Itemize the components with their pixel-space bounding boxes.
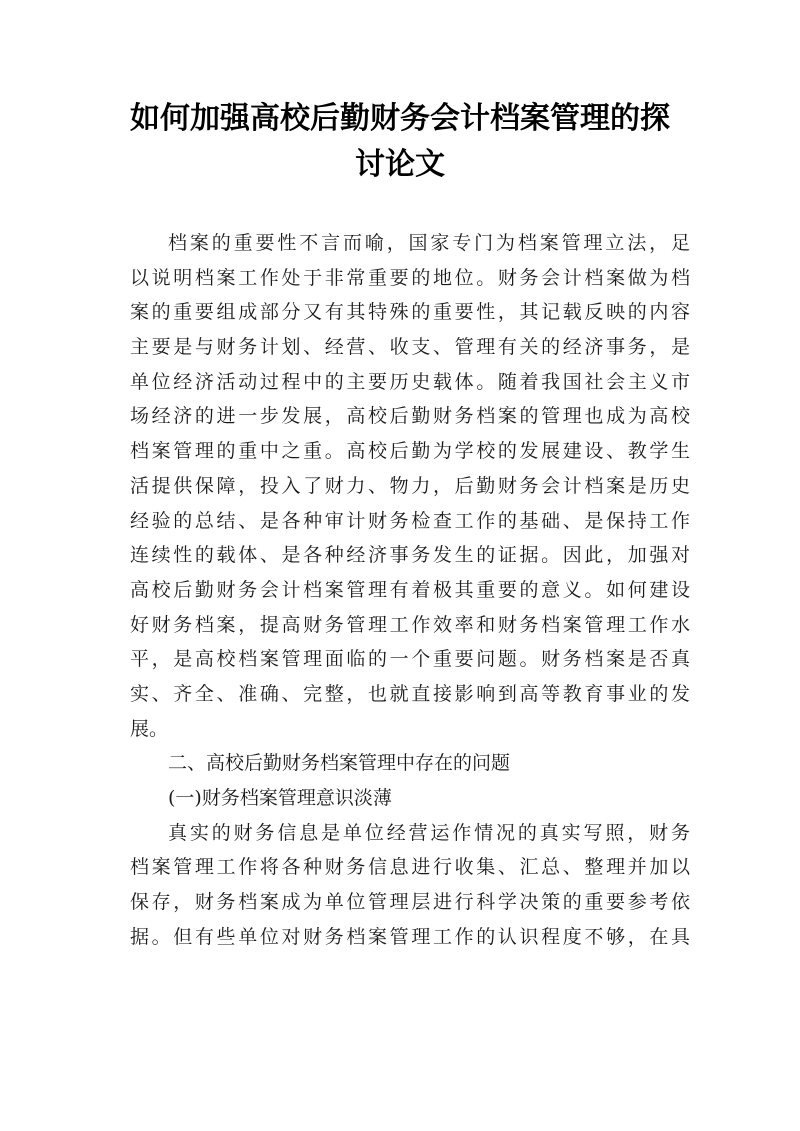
subsection-heading [130,781,690,816]
heading-text: (一)财务档案管理意识淡薄 [168,787,392,809]
paragraph-awareness [130,816,690,955]
heading-text: 二、高校后勤财务档案管理中存在的问题 [168,752,511,775]
text-line: 活提供保障，投入了财力、物力，后勤财务会计档案是历史 [130,474,690,497]
text-line: 场经济的进一步发展，高校后勤财务档案的管理也成为高校 [130,405,690,428]
section-heading [130,746,690,781]
text-line: 据。但有些单位对财务档案管理工作的认识程度不够，在具 [130,925,690,948]
text-line: 实、齐全、准确、完整，也就直接影响到高等教育事业的发 [130,682,690,705]
text-line: 以说明档案工作处于非常重要的地位。财务会计档案做为档 [130,266,690,289]
document-body [130,226,690,954]
text-line: 单位经济活动过程中的主要历史载体。随着我国社会主义市 [130,370,690,393]
text-line: 展。 [130,717,169,740]
title-line-2: 讨论文 [355,147,445,182]
text-line: 保存，财务档案成为单位管理层进行科学决策的重要参考依 [130,891,690,914]
text-line: 经验的总结、是各种审计财务检查工作的基础、是保持工作 [130,509,690,532]
text-line: 档案管理的重中之重。高校后勤为学校的发展建设、教学生 [130,440,690,463]
text-line: 高校后勤财务会计档案管理有着极其重要的意义。如何建设 [130,578,690,601]
text-line: 主要是与财务计划、经营、收支、管理有关的经济事务，是 [130,336,690,359]
paragraph-intro [130,226,690,746]
text-line: 档案管理工作将各种财务信息进行收集、汇总、整理并加以 [130,856,690,879]
text-line: 档案的重要性不言而喻，国家专门为档案管理立法，足 [168,232,690,254]
title-line-1: 如何加强高校后勤财务会计档案管理的探 [130,101,670,136]
text-line: 平，是高校档案管理面临的一个重要问题。财务档案是否真 [130,648,690,671]
document-title [110,96,690,188]
text-line: 案的重要组成部分又有其特殊的重要性，其记载反映的内容 [130,301,690,324]
text-line: 真实的财务信息是单位经营运作情况的真实写照，财务 [168,821,690,844]
text-line: 好财务档案，提高财务管理工作效率和财务档案管理工作水 [130,613,690,636]
text-line: 连续性的载体、是各种经济事务发生的证据。因此，加强对 [130,544,690,567]
